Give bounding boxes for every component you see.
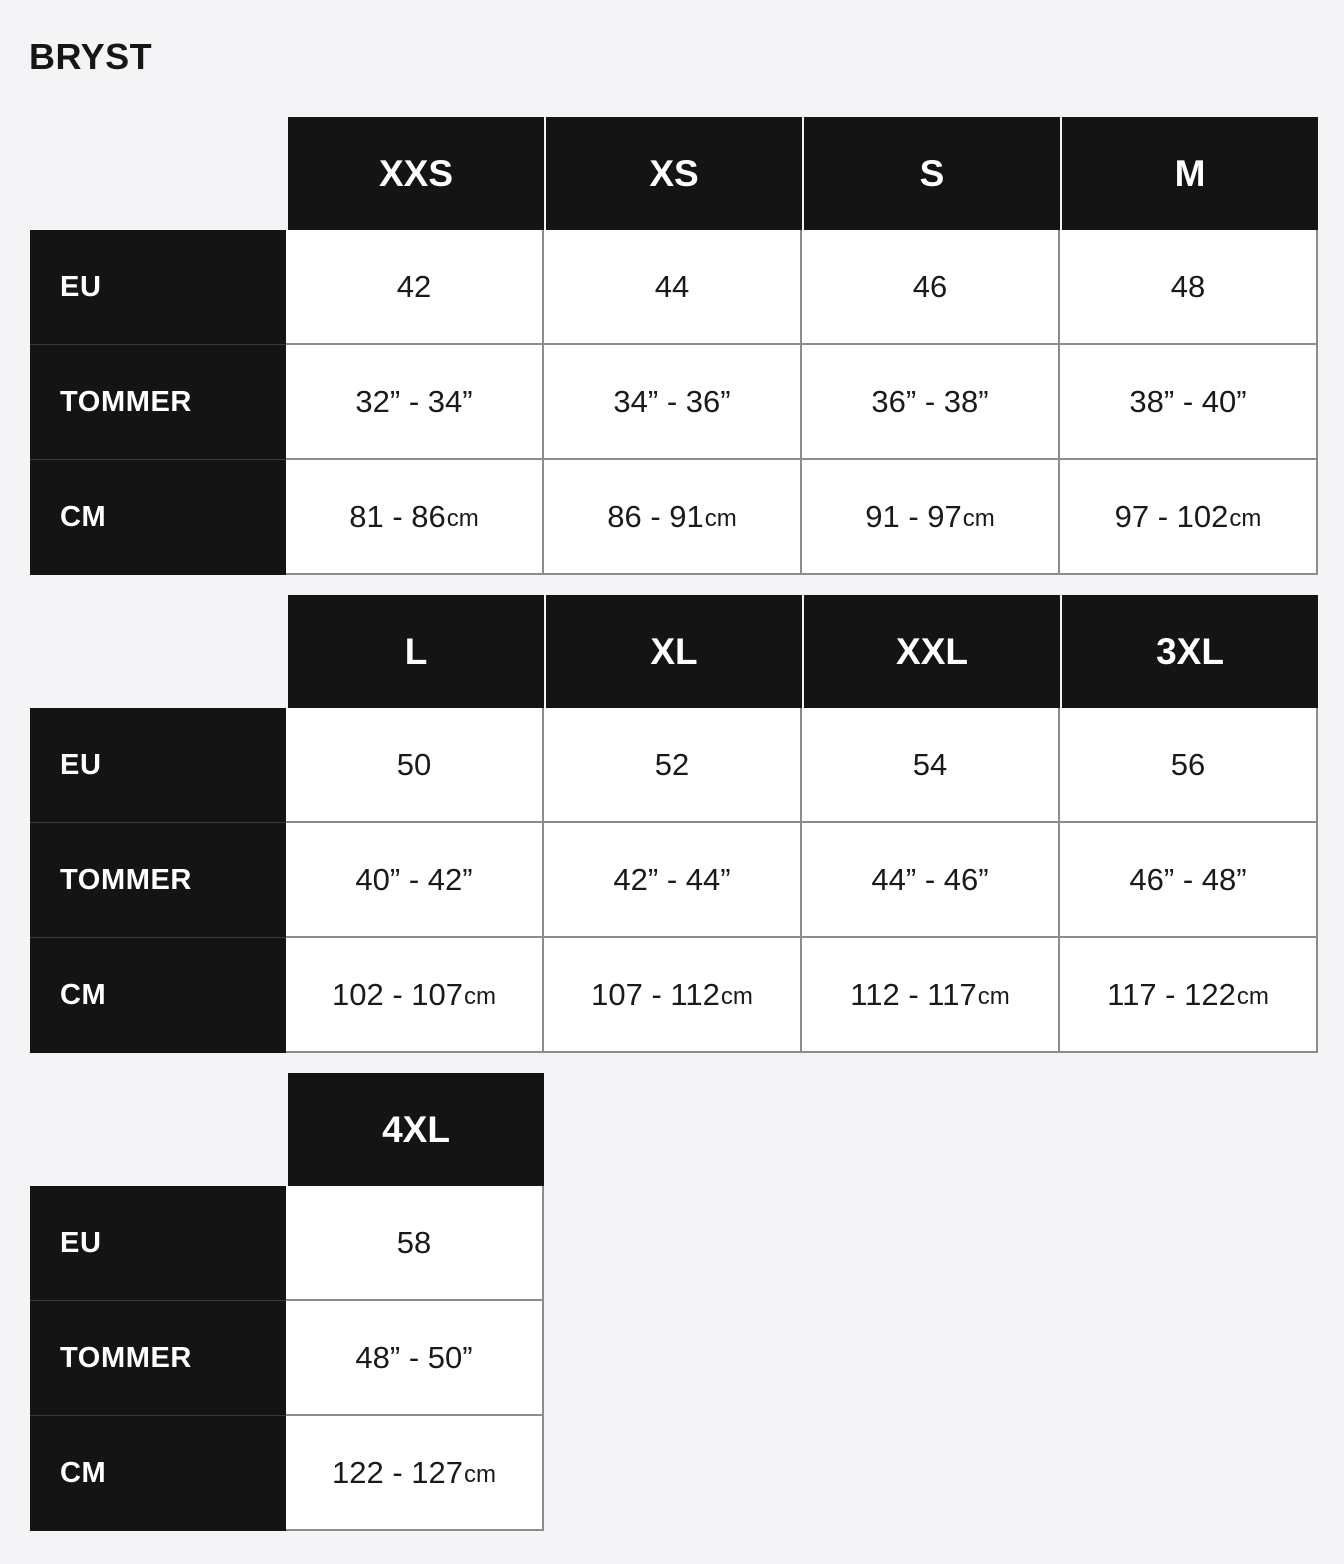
tommer-cell: 46” - 48” [1060, 823, 1318, 938]
size-header: M [1060, 117, 1318, 230]
cm-cell [544, 938, 802, 1053]
cm-row-label: CM [30, 1416, 286, 1531]
size-header: L [286, 595, 544, 708]
tommer-cell: 42” - 44” [544, 823, 802, 938]
cm-value: 97 - 102 [1114, 498, 1229, 534]
cm-unit: cm [464, 1460, 496, 1488]
cm-value: 107 - 112 [591, 976, 720, 1012]
eu-cell: 56 [1060, 708, 1318, 823]
cm-cell [1060, 460, 1318, 575]
cm-row-label: CM [30, 460, 286, 575]
eu-cell: 42 [286, 230, 544, 345]
eu-cell: 52 [544, 708, 802, 823]
size-header: 3XL [1060, 595, 1318, 708]
eu-row-label: EU [30, 708, 286, 823]
cm-unit: cm [464, 982, 496, 1010]
tommer-cell: 44” - 46” [802, 823, 1060, 938]
size-table-block-2 [30, 595, 1318, 1053]
size-header-row [30, 595, 1318, 708]
cm-cell [802, 460, 1060, 575]
cm-value: 112 - 117 [850, 976, 977, 1012]
eu-row [30, 708, 1318, 823]
cm-cell [802, 938, 1060, 1053]
size-header: XXS [286, 117, 544, 230]
table-corner [30, 1073, 286, 1186]
tommer-row-label: TOMMER [30, 345, 286, 460]
size-header: S [802, 117, 1060, 230]
eu-cell: 58 [286, 1186, 544, 1301]
tommer-cell: 36” - 38” [802, 345, 1060, 460]
eu-row-label: EU [30, 230, 286, 345]
size-table-block-3 [30, 1073, 544, 1531]
page-title: BRYST [29, 36, 153, 77]
table-corner [30, 595, 286, 708]
cm-row [30, 938, 1318, 1053]
eu-cell: 50 [286, 708, 544, 823]
tommer-row-label: TOMMER [30, 823, 286, 938]
eu-cell: 44 [544, 230, 802, 345]
cm-cell [286, 1416, 544, 1531]
cm-row-label: CM [30, 938, 286, 1053]
cm-value: 91 - 97 [865, 498, 962, 534]
eu-row-label: EU [30, 1186, 286, 1301]
cm-unit: cm [446, 504, 479, 532]
cm-unit: cm [720, 982, 753, 1010]
cm-value: 122 - 127 [332, 1454, 463, 1490]
cm-cell [286, 460, 544, 575]
size-header: XXL [802, 595, 1060, 708]
tommer-cell: 34” - 36” [544, 345, 802, 460]
size-header: 4XL [286, 1073, 544, 1186]
cm-row [30, 1416, 544, 1531]
size-header: XL [544, 595, 802, 708]
cm-unit: cm [704, 504, 737, 532]
cm-unit: cm [1236, 982, 1269, 1010]
cm-row [30, 460, 1318, 575]
tommer-row [30, 823, 1318, 938]
cm-unit: cm [962, 504, 995, 532]
tommer-row [30, 1301, 544, 1416]
eu-cell: 54 [802, 708, 1060, 823]
size-header: XS [544, 117, 802, 230]
size-header-row [30, 1073, 544, 1186]
cm-unit: cm [977, 982, 1010, 1010]
table-corner [30, 117, 286, 230]
cm-value: 81 - 86 [349, 498, 446, 534]
cm-value: 86 - 91 [607, 498, 704, 534]
eu-cell: 48 [1060, 230, 1318, 345]
cm-cell [544, 460, 802, 575]
cm-cell [1060, 938, 1318, 1053]
cm-value: 117 - 122 [1107, 976, 1236, 1012]
tommer-cell: 48” - 50” [286, 1301, 544, 1416]
tommer-cell: 40” - 42” [286, 823, 544, 938]
tommer-cell: 38” - 40” [1060, 345, 1318, 460]
eu-cell: 46 [802, 230, 1060, 345]
cm-cell [286, 938, 544, 1053]
cm-unit: cm [1229, 504, 1262, 532]
size-header-row [30, 117, 1318, 230]
size-table-block-1 [30, 117, 1318, 575]
tommer-row [30, 345, 1318, 460]
eu-row [30, 230, 1318, 345]
eu-row [30, 1186, 544, 1301]
cm-value: 102 - 107 [332, 976, 463, 1012]
tommer-row-label: TOMMER [30, 1301, 286, 1416]
tommer-cell: 32” - 34” [286, 345, 544, 460]
